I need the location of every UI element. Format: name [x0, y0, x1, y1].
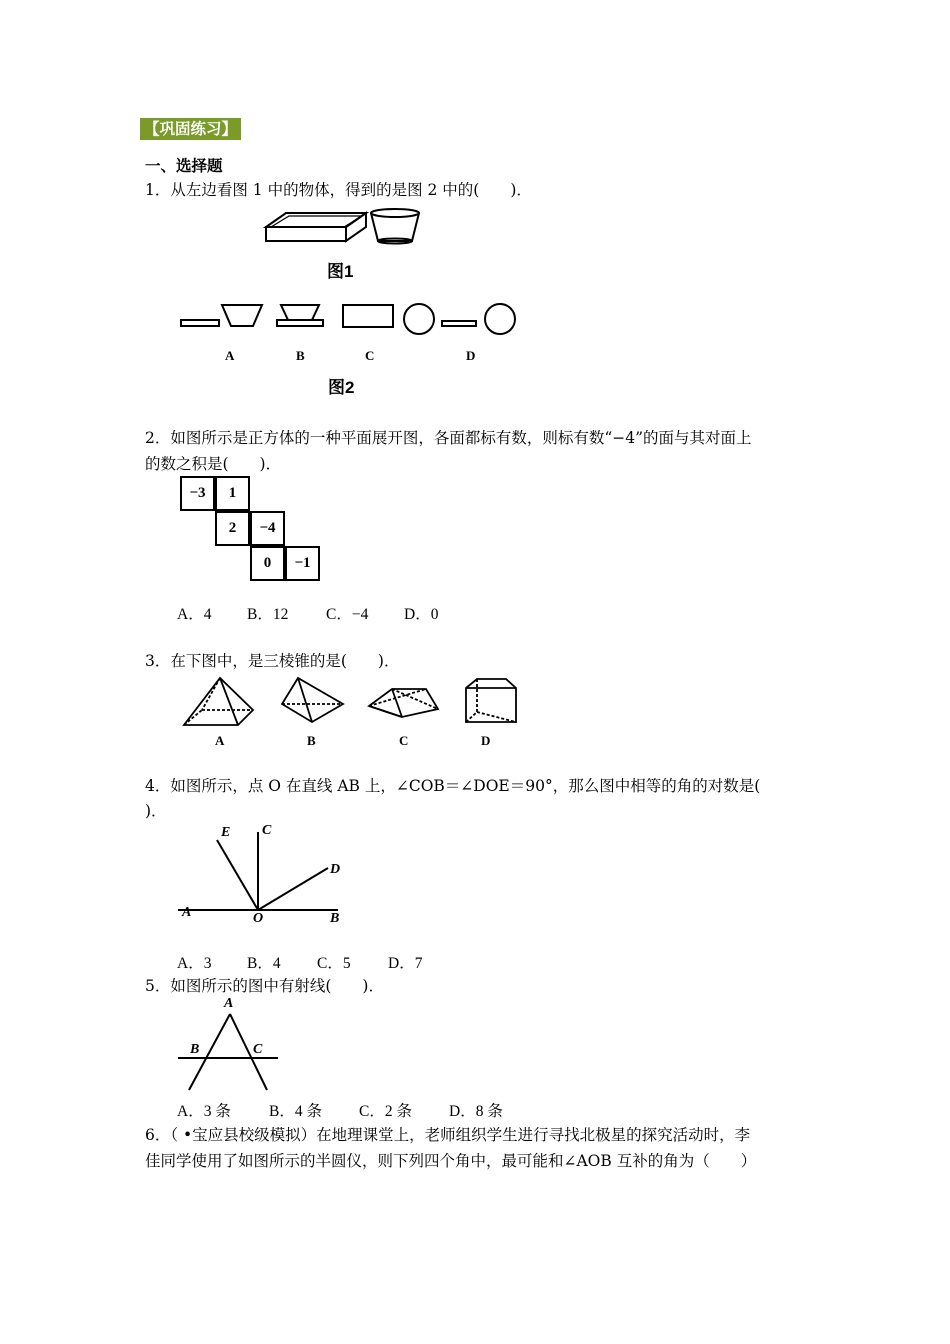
net-cell: −3 [180, 476, 215, 511]
option-b-pyramid [282, 678, 343, 722]
net-cell: 2 [215, 511, 250, 546]
option-d-bar [442, 321, 476, 326]
section-tag: 【巩固练习】 [140, 118, 241, 140]
q4-option-a: A．3 [177, 955, 212, 972]
q5-label-b: B [190, 1042, 200, 1057]
q1-fig2-label: 图2 [328, 378, 355, 397]
q1-figure2 [178, 300, 523, 340]
q4-stem-line1: 4．如图所示，点 O 在直线 AB 上，∠COB＝∠DOE＝90°，那么图中相等的角的对数是( [145, 777, 761, 795]
q4-option-b: B．4 [247, 955, 281, 972]
net-cell: −4 [250, 511, 285, 546]
q3-option-label-d: D [481, 733, 491, 748]
option-a-pyramid [184, 678, 253, 725]
section-heading: 一、选择题 [145, 156, 223, 175]
q1-stem: 1．从左边看图 1 中的物体，得到的是图 2 中的( )． [145, 181, 532, 199]
q3-option-label-b: B [307, 733, 316, 748]
q4-option-d: D．7 [388, 955, 423, 972]
q3-stem: 3．在下图中，是三棱锥的是( )． [145, 652, 400, 670]
q3-option-label-c: C [399, 733, 409, 748]
q4-label-b: B [330, 911, 340, 926]
option-c-rectangle [343, 305, 393, 327]
q1-option-label-d: D [466, 348, 476, 363]
q4-angle-diagram [178, 826, 348, 916]
q4-label-a: A [182, 905, 192, 920]
option-c-circle [404, 304, 434, 334]
q4-label-o: O [253, 911, 264, 926]
q2-option-c: C．−4 [326, 606, 369, 623]
q3-option-label-a: A [215, 733, 225, 748]
q2-option-b: B．12 [247, 606, 289, 623]
option-b-bar [277, 320, 323, 326]
q4-label-c: C [262, 823, 272, 838]
net-cell: 1 [215, 476, 250, 511]
q4-option-c: C．5 [317, 955, 351, 972]
q6-stem-line2: 佳同学使用了如图所示的半圆仪，则下列四个角中，最可能和∠AOB 互补的角为（ ） [145, 1152, 757, 1170]
q2-stem-line1: 2．如图所示是正方体的一种平面展开图，各面都标有数，则标有数“−4”的面与其对面上 [145, 429, 752, 447]
q6-stem-line1: 6．（ •宝应县校级模拟）在地理课堂上，老师组织学生进行寻找北极星的探究活动时，李 [145, 1126, 751, 1144]
q5-label-c: C [253, 1042, 263, 1057]
q5-label-a: A [224, 996, 234, 1011]
q2-option-a: A．4 [177, 606, 212, 623]
option-a-bar [181, 320, 219, 326]
q3-figures [180, 676, 520, 731]
q1-option-label-b: B [296, 348, 305, 363]
box-solid [266, 213, 366, 241]
option-b-trapezoid [281, 305, 319, 320]
bucket-solid [371, 209, 419, 244]
q5-option-b: B．4 条 [269, 1103, 322, 1120]
q4-label-d: D [330, 862, 341, 877]
net-cell: −1 [285, 546, 320, 581]
q4-stem-line2: )． [145, 802, 167, 820]
option-d-circle [485, 304, 515, 334]
q5-option-d: D．8 条 [449, 1103, 503, 1120]
q5-stem: 5．如图所示的图中有射线( )． [145, 977, 384, 995]
option-d-prism [466, 679, 516, 722]
q1-fig1-label: 图1 [327, 262, 354, 281]
q2-option-d: D．0 [404, 606, 439, 623]
q4-label-e: E [221, 825, 231, 840]
option-c-prism [369, 689, 438, 717]
q5-option-a: A．3 条 [177, 1103, 231, 1120]
q5-option-c: C．2 条 [359, 1103, 412, 1120]
option-a-trapezoid [222, 305, 262, 326]
net-cell: 0 [250, 546, 285, 581]
q1-option-label-a: A [225, 348, 235, 363]
q1-figure1 [258, 205, 428, 255]
q1-option-label-c: C [365, 348, 375, 363]
q2-stem-line2: 的数之积是( )． [145, 455, 282, 473]
